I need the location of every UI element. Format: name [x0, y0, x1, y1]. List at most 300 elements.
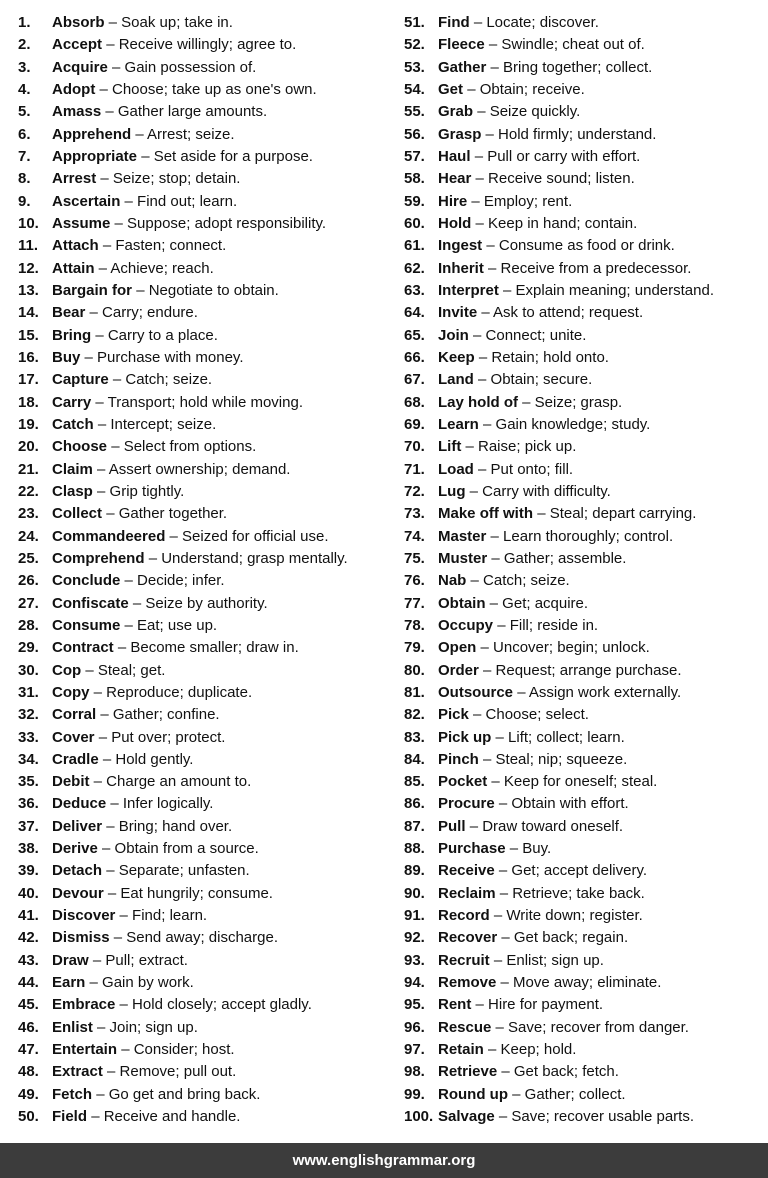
item-definition: – Keep for oneself; steal.	[491, 773, 658, 791]
list-item	[18, 101, 390, 123]
item-number: 93.	[404, 951, 425, 969]
list-item	[18, 481, 390, 503]
list-item	[18, 615, 390, 637]
item-definition: – Choose; take up as one's own.	[99, 80, 317, 98]
item-number: 39.	[18, 862, 39, 880]
item-definition: – Find out; learn.	[124, 192, 238, 210]
list-item	[18, 793, 390, 815]
list-item	[404, 302, 764, 324]
item-definition: – Gather together.	[106, 505, 228, 523]
item-word: Bring	[52, 326, 92, 344]
item-definition: – Move away; eliminate.	[500, 974, 662, 992]
item-definition: – Select from options.	[111, 438, 257, 456]
item-word: Recruit	[438, 951, 490, 969]
item-definition: – Keep in hand; contain.	[475, 214, 638, 232]
item-word: Make off with	[438, 505, 534, 523]
item-definition: – Purchase with money.	[84, 348, 244, 366]
item-definition: – Carry to a place.	[95, 326, 218, 344]
list-item	[18, 637, 390, 659]
item-definition: – Eat; use up.	[124, 616, 218, 634]
item-definition: – Receive sound; listen.	[475, 170, 635, 188]
item-definition: – Fasten; connect.	[102, 237, 227, 255]
item-definition: – Suppose; adopt responsibility.	[114, 214, 327, 232]
item-number: 97.	[404, 1041, 425, 1059]
list-item	[18, 1039, 390, 1061]
item-number: 72.	[404, 482, 425, 500]
item-number: 41.	[18, 907, 39, 925]
item-definition: – Seized for official use.	[169, 527, 329, 545]
list-item	[18, 548, 390, 570]
item-word: Ascertain	[52, 192, 121, 210]
item-definition: – Charge an amount to.	[93, 773, 252, 791]
item-number: 77.	[404, 594, 425, 612]
item-number: 14.	[18, 304, 39, 322]
item-definition: – Seize; grasp.	[522, 393, 623, 411]
item-word: Cover	[52, 728, 95, 746]
list-item	[18, 727, 390, 749]
item-word: Extract	[52, 1063, 103, 1081]
item-definition: – Seize by authority.	[132, 594, 268, 612]
item-definition: – Retrieve; take back.	[499, 884, 645, 902]
item-definition: – Intercept; seize.	[97, 415, 217, 433]
item-number: 1.	[18, 14, 31, 31]
item-definition: – Grip tightly.	[97, 482, 185, 500]
list-item	[404, 1084, 764, 1106]
item-word: Carry	[52, 393, 92, 411]
item-definition: – Hold closely; accept gladly.	[119, 996, 312, 1014]
list-item	[18, 526, 390, 548]
item-definition: – Catch; seize.	[470, 572, 570, 590]
item-number: 5.	[18, 103, 31, 121]
list-item	[404, 883, 764, 905]
item-definition: – Save; recover from danger.	[495, 1018, 689, 1036]
item-word: Enlist	[52, 1018, 93, 1036]
list-item	[18, 302, 390, 324]
item-definition: – Gain possession of.	[112, 58, 257, 76]
item-word: Attain	[52, 259, 95, 277]
item-word: Invite	[438, 304, 478, 322]
item-word: Acquire	[52, 58, 108, 76]
item-word: Pick	[438, 706, 469, 724]
item-number: 18.	[18, 393, 39, 411]
item-word: Find	[438, 14, 470, 31]
item-word: Cradle	[52, 750, 99, 768]
word-list-left-column	[18, 12, 390, 1128]
item-word: Retrieve	[438, 1063, 498, 1081]
item-definition: – Bring; hand over.	[106, 817, 233, 835]
item-number: 30.	[18, 661, 39, 679]
item-number: 78.	[404, 616, 425, 634]
list-item	[18, 860, 390, 882]
item-definition: – Explain meaning; understand.	[503, 281, 714, 299]
item-number: 80.	[404, 661, 425, 679]
list-item	[18, 593, 390, 615]
item-word: Commandeered	[52, 527, 166, 545]
list-item	[404, 436, 764, 458]
item-number: 100.	[404, 1108, 434, 1126]
item-number: 34.	[18, 750, 39, 768]
item-definition: – Seize; stop; detain.	[100, 170, 241, 188]
list-item	[18, 838, 390, 860]
item-definition: – Negotiate to obtain.	[136, 281, 279, 299]
item-definition: – Draw toward oneself.	[469, 817, 624, 835]
item-number: 24.	[18, 527, 39, 545]
list-item	[18, 660, 390, 682]
item-number: 15.	[18, 326, 39, 344]
item-definition: – Retain; hold onto.	[478, 348, 609, 366]
list-item	[404, 994, 764, 1016]
list-item	[404, 258, 764, 280]
list-item	[404, 459, 764, 481]
item-word: Land	[438, 371, 474, 389]
list-item	[404, 213, 764, 235]
item-definition: – Consume as food or drink.	[486, 237, 675, 255]
item-word: Bargain for	[52, 281, 133, 299]
item-definition: – Enlist; sign up.	[493, 951, 604, 969]
item-definition: – Gain by work.	[89, 974, 194, 992]
item-number: 59.	[404, 192, 425, 210]
item-word: Round up	[438, 1085, 508, 1103]
item-word: Join	[438, 326, 469, 344]
list-item	[404, 682, 764, 704]
item-definition: – Learn thoroughly; control.	[490, 527, 674, 545]
item-number: 45.	[18, 996, 39, 1014]
item-definition: – Get; accept delivery.	[498, 862, 648, 880]
item-number: 91.	[404, 907, 425, 925]
item-word: Procure	[438, 795, 495, 813]
item-definition: – Go get and bring back.	[96, 1085, 261, 1103]
item-number: 31.	[18, 683, 39, 701]
item-number: 40.	[18, 884, 39, 902]
item-definition: – Hire for payment.	[475, 996, 604, 1014]
item-definition: – Carry with difficulty.	[469, 482, 611, 500]
item-word: Conclude	[52, 572, 121, 590]
item-definition: – Put onto; fill.	[478, 460, 574, 478]
item-word: Hire	[438, 192, 468, 210]
list-item	[18, 883, 390, 905]
item-word: Detach	[52, 862, 103, 880]
item-definition: – Steal; depart carrying.	[537, 505, 697, 523]
list-item	[404, 660, 764, 682]
item-number: 49.	[18, 1085, 39, 1103]
list-item	[18, 191, 390, 213]
list-item	[18, 994, 390, 1016]
item-word: Corral	[52, 706, 97, 724]
item-word: Clasp	[52, 482, 93, 500]
item-definition: – Gather; collect.	[512, 1085, 626, 1103]
item-word: Gather	[438, 58, 487, 76]
list-item	[404, 79, 764, 101]
list-item	[18, 436, 390, 458]
list-item	[18, 34, 390, 56]
list-item	[404, 548, 764, 570]
list-item	[18, 704, 390, 726]
item-definition: – Obtain from a source.	[102, 840, 259, 858]
footer-url[interactable]: www.englishgrammar.org	[292, 1152, 476, 1169]
list-item	[404, 816, 764, 838]
item-word: Confiscate	[52, 594, 129, 612]
item-number: 13.	[18, 281, 39, 299]
item-definition: – Seize quickly.	[477, 103, 581, 121]
item-word: Discover	[52, 907, 116, 925]
item-number: 11.	[18, 237, 39, 255]
item-definition: – Soak up; take in.	[108, 14, 233, 31]
item-number: 76.	[404, 572, 425, 590]
item-number: 79.	[404, 639, 425, 657]
item-number: 63.	[404, 281, 425, 299]
list-item	[404, 1017, 764, 1039]
item-definition: – Steal; get.	[85, 661, 166, 679]
item-number: 50.	[18, 1108, 39, 1126]
item-definition: – Get back; regain.	[501, 929, 629, 947]
item-number: 81.	[404, 683, 425, 701]
item-word: Devour	[52, 884, 104, 902]
list-item	[18, 124, 390, 146]
list-item	[404, 101, 764, 123]
item-definition: – Pull; extract.	[92, 951, 188, 969]
item-number: 35.	[18, 773, 39, 791]
item-word: Appropriate	[52, 147, 138, 165]
item-definition: – Receive and handle.	[91, 1108, 241, 1126]
item-definition: – Obtain; secure.	[478, 371, 593, 389]
item-number: 46.	[18, 1018, 39, 1036]
item-definition: – Receive from a predecessor.	[488, 259, 692, 277]
item-number: 25.	[18, 549, 39, 567]
item-number: 57.	[404, 147, 425, 165]
item-definition: – Send away; discharge.	[113, 929, 278, 947]
item-word: Collect	[52, 505, 103, 523]
list-item	[404, 191, 764, 213]
list-item	[404, 593, 764, 615]
item-number: 21.	[18, 460, 39, 478]
item-number: 94.	[404, 974, 425, 992]
list-item	[404, 34, 764, 56]
list-item	[18, 459, 390, 481]
item-word: Deduce	[52, 795, 107, 813]
list-item	[404, 927, 764, 949]
list-item	[18, 503, 390, 525]
item-number: 52.	[404, 36, 425, 54]
item-word: Accept	[52, 36, 103, 54]
item-number: 75.	[404, 549, 425, 567]
word-list-right-column	[404, 12, 764, 1128]
item-number: 71.	[404, 460, 425, 478]
item-definition: – Understand; grasp mentally.	[148, 549, 348, 567]
item-number: 27.	[18, 594, 39, 612]
item-definition: – Set aside for a purpose.	[141, 147, 313, 165]
list-item	[18, 905, 390, 927]
list-item	[18, 570, 390, 592]
item-definition: – Save; recover usable parts.	[498, 1108, 694, 1126]
item-word: Bear	[52, 304, 86, 322]
list-item	[404, 749, 764, 771]
item-number: 36.	[18, 795, 39, 813]
item-word: Buy	[52, 348, 81, 366]
item-word: Learn	[438, 415, 479, 433]
list-item	[18, 168, 390, 190]
item-word: Ingest	[438, 237, 483, 255]
item-word: Order	[438, 661, 479, 679]
item-number: 73.	[404, 505, 425, 523]
list-item	[18, 280, 390, 302]
item-word: Reclaim	[438, 884, 496, 902]
item-word: Hold	[438, 214, 472, 232]
item-number: 69.	[404, 415, 425, 433]
item-word: Adopt	[52, 80, 96, 98]
item-definition: – Remove; pull out.	[107, 1063, 237, 1081]
item-word: Get	[438, 80, 464, 98]
item-number: 8.	[18, 170, 31, 188]
item-definition: – Get; acquire.	[489, 594, 589, 612]
item-word: Inherit	[438, 259, 484, 277]
item-definition: – Locate; discover.	[473, 14, 599, 31]
list-item	[404, 704, 764, 726]
item-number: 56.	[404, 125, 425, 143]
footer-bar	[0, 1143, 768, 1178]
item-number: 48.	[18, 1063, 39, 1081]
list-item	[404, 12, 764, 34]
list-item	[18, 1017, 390, 1039]
list-item	[404, 727, 764, 749]
list-item	[404, 503, 764, 525]
item-number: 28.	[18, 616, 39, 634]
item-word: Claim	[52, 460, 93, 478]
item-word: Assume	[52, 214, 111, 232]
list-item	[18, 347, 390, 369]
item-word: Master	[438, 527, 487, 545]
list-item	[18, 258, 390, 280]
item-number: 82.	[404, 706, 425, 724]
item-definition: – Carry; endure.	[89, 304, 198, 322]
item-definition: – Assign work externally.	[517, 683, 682, 701]
item-definition: – Swindle; cheat out of.	[488, 36, 645, 54]
item-number: 95.	[404, 996, 425, 1014]
item-word: Muster	[438, 549, 488, 567]
item-definition: – Eat hungrily; consume.	[107, 884, 273, 902]
item-definition: – Join; sign up.	[97, 1018, 198, 1036]
list-item	[404, 369, 764, 391]
list-item	[404, 771, 764, 793]
list-item	[18, 816, 390, 838]
list-item	[18, 972, 390, 994]
list-item	[404, 615, 764, 637]
item-definition: – Gather; assemble.	[491, 549, 627, 567]
item-word: Earn	[52, 974, 86, 992]
item-number: 60.	[404, 214, 425, 232]
item-definition: – Steal; nip; squeeze.	[483, 750, 628, 768]
list-item	[18, 771, 390, 793]
item-word: Contract	[52, 639, 114, 657]
item-word: Keep	[438, 348, 475, 366]
list-item	[404, 793, 764, 815]
item-number: 99.	[404, 1085, 425, 1103]
list-item	[404, 347, 764, 369]
item-word: Recover	[438, 929, 498, 947]
item-number: 2.	[18, 36, 31, 54]
item-word: Amass	[52, 103, 102, 121]
item-number: 37.	[18, 817, 39, 835]
list-item	[404, 414, 764, 436]
item-word: Receive	[438, 862, 495, 880]
list-item	[404, 325, 764, 347]
item-definition: – Lift; collect; learn.	[495, 728, 625, 746]
item-number: 26.	[18, 572, 39, 590]
item-number: 33.	[18, 728, 39, 746]
list-item	[18, 950, 390, 972]
item-word: Open	[438, 639, 477, 657]
list-item	[18, 369, 390, 391]
item-number: 88.	[404, 840, 425, 858]
item-word: Copy	[52, 683, 90, 701]
list-item	[404, 1061, 764, 1083]
list-item	[18, 1106, 390, 1128]
list-item	[404, 57, 764, 79]
item-word: Derive	[52, 840, 98, 858]
item-word: Retain	[438, 1041, 484, 1059]
list-item	[404, 235, 764, 257]
item-word: Lug	[438, 482, 466, 500]
item-definition: – Hold firmly; understand.	[485, 125, 657, 143]
item-word: Interpret	[438, 281, 499, 299]
item-number: 47.	[18, 1041, 39, 1059]
list-item	[404, 146, 764, 168]
item-number: 9.	[18, 192, 31, 210]
item-number: 38.	[18, 840, 39, 858]
item-number: 4.	[18, 80, 31, 98]
item-number: 62.	[404, 259, 425, 277]
list-item	[18, 57, 390, 79]
item-word: Entertain	[52, 1041, 118, 1059]
item-word: Debit	[52, 773, 90, 791]
item-number: 68.	[404, 393, 425, 411]
item-number: 87.	[404, 817, 425, 835]
item-number: 20.	[18, 438, 39, 456]
list-item	[18, 392, 390, 414]
item-word: Fleece	[438, 36, 485, 54]
item-number: 64.	[404, 304, 425, 322]
item-word: Hear	[438, 170, 472, 188]
item-number: 92.	[404, 929, 425, 947]
list-item	[404, 1039, 764, 1061]
item-word: Rent	[438, 996, 472, 1014]
item-definition: – Employ; rent.	[471, 192, 573, 210]
list-item	[18, 79, 390, 101]
item-word: Grasp	[438, 125, 482, 143]
item-word: Deliver	[52, 817, 103, 835]
item-definition: – Buy.	[509, 840, 552, 858]
item-word: Nab	[438, 572, 467, 590]
item-word: Fetch	[52, 1085, 93, 1103]
item-number: 16.	[18, 348, 39, 366]
item-definition: – Assert ownership; demand.	[97, 460, 291, 478]
item-number: 17.	[18, 371, 39, 389]
item-number: 84.	[404, 750, 425, 768]
list-item	[404, 481, 764, 503]
item-word: Cop	[52, 661, 82, 679]
item-number: 58.	[404, 170, 425, 188]
list-item	[18, 12, 390, 34]
item-word: Lay hold of	[438, 393, 518, 411]
item-definition: – Raise; pick up.	[465, 438, 577, 456]
item-definition: – Ask to attend; request.	[481, 304, 644, 322]
list-item	[18, 682, 390, 704]
item-definition: – Write down; register.	[493, 907, 643, 925]
item-number: 53.	[404, 58, 425, 76]
list-item	[404, 392, 764, 414]
item-definition: – Arrest; seize.	[135, 125, 235, 143]
list-item	[404, 860, 764, 882]
item-definition: – Find; learn.	[119, 907, 208, 925]
